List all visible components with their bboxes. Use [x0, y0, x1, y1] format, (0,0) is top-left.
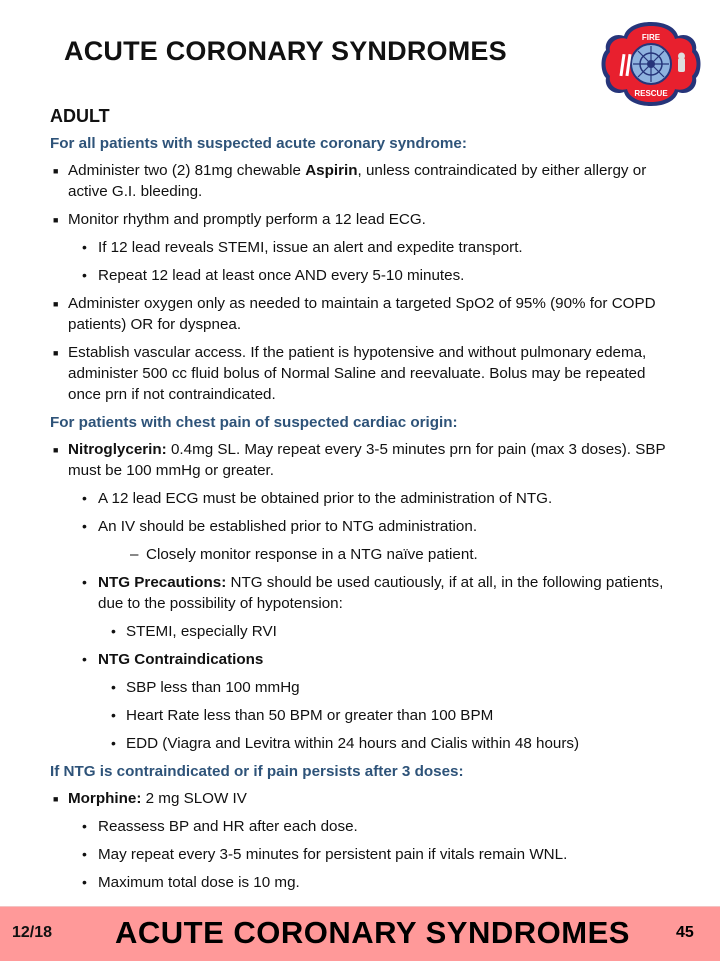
- list-item-heart-rate: • Heart Rate less than 50 BPM or greater than 100 BPM: [111, 707, 494, 724]
- list-item-reassess: • Reassess BP and HR after each dose.: [82, 818, 358, 835]
- square-bullet-icon: ■: [53, 794, 59, 804]
- footer-title: ACUTE CORONARY SYNDROMES: [115, 915, 630, 950]
- dot-bullet-icon: •: [111, 623, 116, 639]
- dot-bullet-icon: •: [82, 490, 87, 506]
- dot-bullet-icon: •: [111, 679, 116, 695]
- protocol-content: [50, 106, 680, 900]
- drug-name: Morphine:: [68, 790, 142, 807]
- svg-text:RESCUE: RESCUE: [634, 89, 668, 98]
- list-item-edd: • EDD (Viagra and Levitra within 24 hours and Cialis within 48 hours): [111, 735, 580, 752]
- square-bullet-icon: ■: [53, 348, 59, 358]
- section-heading-all-patients: For all patients with suspected acute coronary syndrome:: [50, 135, 467, 152]
- square-bullet-icon: ■: [53, 215, 59, 225]
- list-item-nitroglycerin: ■ Nitroglycerin: 0.4mg SL. May repeat every 3-5 minutes prn for pain (max 3 doses). SBP must be 100 mmHg or greater.: [53, 441, 666, 479]
- dot-bullet-icon: •: [82, 846, 87, 862]
- page-title: ACUTE CORONARY SYNDROMES: [64, 36, 507, 66]
- section-heading-ntg-contraindicated: If NTG is contraindicated or if pain persists after 3 doses:: [50, 763, 464, 780]
- list-item-stemi-rvi: • STEMI, especially RVI: [111, 623, 277, 640]
- list-item-max-dose: • Maximum total dose is 10 mg.: [82, 874, 300, 891]
- list-item-monitor-rhythm: ■ Monitor rhythm and promptly perform a 12 lead ECG.: [50, 209, 680, 230]
- dot-bullet-icon: •: [82, 874, 87, 890]
- dot-bullet-icon: •: [82, 518, 87, 534]
- list-item-morphine: ■ Morphine: 2 mg SLOW IV: [50, 788, 680, 809]
- dot-bullet-icon: •: [111, 707, 116, 723]
- fire-rescue-logo: [596, 18, 706, 110]
- list-item-ecg-prior: • A 12 lead ECG must be obtained prior to the administration of NTG.: [82, 490, 553, 507]
- dot-bullet-icon: •: [82, 267, 87, 283]
- list-item-ntg-precautions: • NTG Precautions: NTG should be used cautiously, if at all, in the following patients, due to the possibility of hypotension:: [82, 574, 664, 612]
- page-number: 45: [676, 924, 694, 941]
- list-item-stemi-alert: • If 12 lead reveals STEMI, issue an alert and expedite transport.: [82, 239, 523, 256]
- list-item-sbp: • SBP less than 100 mmHg: [111, 679, 300, 696]
- drug-name: Nitroglycerin:: [68, 441, 167, 458]
- list-item-ntg-contraindications: • NTG Contraindications: [82, 651, 264, 668]
- age-group-heading: ADULT: [50, 106, 110, 126]
- square-bullet-icon: ■: [53, 166, 59, 176]
- drug-name: Aspirin: [305, 162, 358, 179]
- svg-text:FIRE: FIRE: [641, 33, 661, 42]
- section-heading-chest-pain: For patients with chest pain of suspected cardiac origin:: [50, 414, 458, 431]
- dot-bullet-icon: •: [111, 735, 116, 751]
- dot-bullet-icon: •: [82, 818, 87, 834]
- footer-bar: [0, 906, 720, 961]
- list-item-aspirin: ■ Administer two (2) 81mg chewable Aspirin, unless contraindicated by either allergy or active G.I. bleeding.: [53, 162, 647, 200]
- list-item-vascular-access: ■ Establish vascular access. If the patient is hypotensive and without pulmonary edema, administer 500 cc fluid bolus of Normal Saline and reevaluate. Bolus may be repeated once prn if not contraindicated.: [53, 344, 647, 403]
- dot-bullet-icon: •: [82, 651, 87, 667]
- list-item-repeat-12-lead: • Repeat 12 lead at least once AND every 5-10 minutes.: [82, 267, 465, 284]
- square-bullet-icon: ■: [53, 299, 59, 309]
- list-item-may-repeat: • May repeat every 3-5 minutes for persistent pain if vitals remain WNL.: [82, 846, 568, 863]
- square-bullet-icon: ■: [53, 445, 59, 455]
- list-item-oxygen: ■ Administer oxygen only as needed to maintain a targeted SpO2 of 95% (90% for COPD patients) OR for dyspnea.: [53, 295, 656, 333]
- dash-bullet-icon: –: [130, 546, 139, 563]
- list-item-ntg-naive: – Closely monitor response in a NTG naïve patient.: [130, 546, 478, 563]
- dot-bullet-icon: •: [82, 239, 87, 255]
- dot-bullet-icon: •: [82, 574, 87, 590]
- revision-date: 12/18: [12, 924, 53, 941]
- list-item-iv-prior: • An IV should be established prior to NTG administration.: [82, 518, 478, 535]
- fire-rescue-maltese-cross-icon: [596, 18, 706, 110]
